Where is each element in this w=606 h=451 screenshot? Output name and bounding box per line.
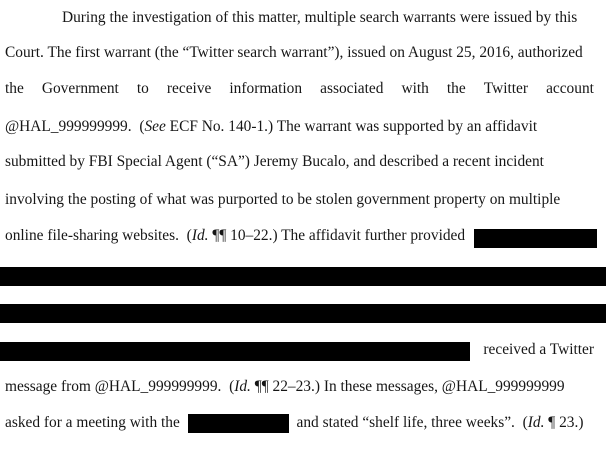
paragraph-line-4 (5, 116, 594, 138)
paragraph-line-10: received a Twitter (483, 341, 594, 358)
citation-signal: See (144, 118, 166, 135)
line7-text: online file-sharing websites. (5, 227, 179, 244)
open-paren: ( (518, 414, 528, 431)
redaction-block (0, 342, 470, 361)
paragraph-line-12 (5, 412, 594, 434)
line11-citation: ¶¶ 22–23.) In these messages, @HAL_999999999 (254, 378, 565, 395)
citation-text: ECF No. 140-1.) The warrant was supported by an affidavit (169, 118, 538, 135)
word: Twitter (483, 80, 528, 97)
line12-citation: ¶ 23.) (548, 414, 584, 431)
paragraph-line-6: involving the posting of what was purported to be stolen government property on multiple (5, 191, 561, 208)
line12-quote: and stated “shelf life, three weeks”. (296, 414, 515, 431)
paragraph-line-2: Court. The first warrant (the “Twitter search warrant”), issued on August 25, 2016, authorized (5, 44, 583, 61)
paragraph-line-1: During the investigation of this matter, multiple search warrants were issued by this (62, 9, 578, 26)
paragraph-line-5: submitted by FBI Special Agent (“SA”) Jeremy Bucalo, and described a recent incident (5, 153, 544, 170)
redaction-block (0, 304, 606, 323)
citation-id: Id. (234, 378, 251, 395)
citation-id: Id. (191, 227, 209, 244)
word: with (401, 80, 429, 97)
line11-text: message from @HAL_999999999. (5, 378, 222, 395)
word: the (446, 80, 466, 97)
word: receive (166, 80, 212, 97)
line7-citation: ¶¶ 10–22.) The affidavit further provided (212, 227, 466, 244)
redaction-block (188, 414, 289, 433)
line12-text: asked for a meeting with the (5, 414, 180, 431)
twitter-handle: @HAL_999999999. (5, 118, 132, 135)
paragraph-line-11 (5, 376, 594, 398)
open-paren: ( (135, 118, 145, 135)
paragraph-line-3 (5, 78, 594, 100)
word: account (546, 80, 594, 97)
citation-id: Id. (527, 414, 545, 431)
redaction-block (0, 267, 606, 286)
open-paren: ( (225, 378, 235, 395)
redaction-block (474, 229, 597, 248)
word: to (136, 80, 149, 97)
word: associated (320, 80, 384, 97)
word: information (229, 80, 303, 97)
word: Government (41, 80, 119, 97)
open-paren: ( (182, 227, 192, 244)
word: the (5, 80, 24, 97)
